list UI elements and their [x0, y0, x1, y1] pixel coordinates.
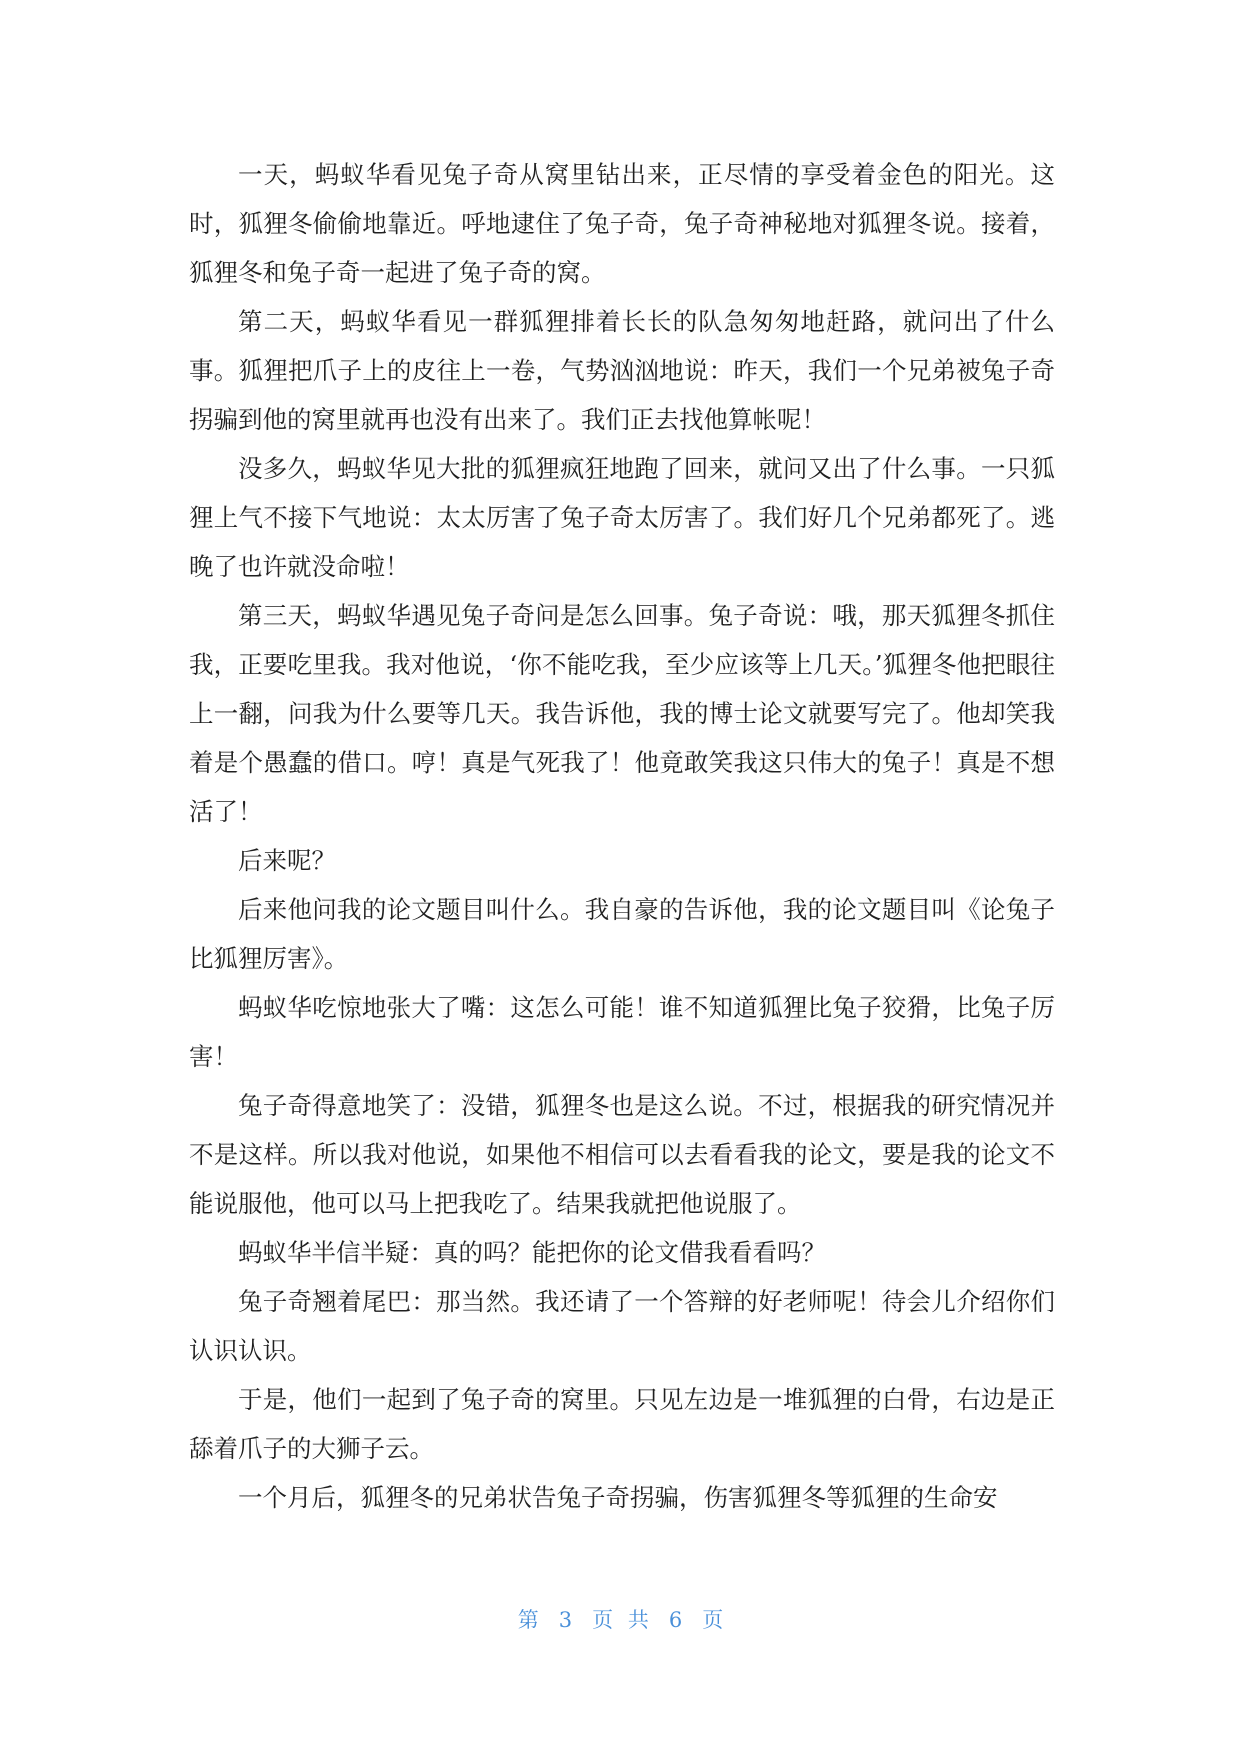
paragraph: 第三天，蚂蚁华遇见兔子奇问是怎么回事。兔子奇说：哦，那天狐狸冬抓住我，正要吃里我。我对他说，‘你不能吃我，至少应该等上几天。’狐狸冬他把眼往上一翻，问我为什么要等几天。我告诉他，我的博士论文就要写完了。他却笑我着是个愚蠢的借口。哼！真是气死我了！他竟敢笑我这只伟大的兔子！真是不想活了！	[189, 601, 1055, 826]
paragraph: 后来呢？	[238, 846, 336, 875]
paragraph: 兔子奇翘着尾巴：那当然。我还请了一个答辩的好老师呢！待会儿介绍你们认识认识。	[189, 1287, 1055, 1365]
paragraph: 于是，他们一起到了兔子奇的窝里。只见左边是一堆狐狸的白骨，右边是正舔着爪子的大狮子云。	[189, 1385, 1055, 1463]
footer-prefix: 第	[517, 1608, 539, 1632]
total-pages-number: 6	[668, 1608, 683, 1632]
document-body	[189, 150, 1055, 1522]
paragraph: 第二天，蚂蚁华看见一群狐狸排着长长的队急匆匆地赶路，就问出了什么事。狐狸把爪子上的皮往上一卷，气势汹汹地说：昨天，我们一个兄弟被兔子奇拐骗到他的窝里就再也没有出来了。我们正去找他算帐呢！	[189, 307, 1055, 434]
paragraph: 兔子奇得意地笑了：没错，狐狸冬也是这么说。不过，根据我的研究情况并不是这样。所以我对他说，如果他不相信可以去看看我的论文，要是我的论文不能说服他，他可以马上把我吃了。结果我就把他说服了。	[189, 1091, 1055, 1218]
paragraph: 没多久，蚂蚁华见大批的狐狸疯狂地跑了回来，就问又出了什么事。一只狐狸上气不接下气地说：太太厉害了兔子奇太厉害了。我们好几个兄弟都死了。逃晚了也许就没命啦！	[189, 454, 1055, 581]
footer-middle: 页共	[592, 1608, 664, 1632]
paragraph: 蚂蚁华吃惊地张大了嘴：这怎么可能！谁不知道狐狸比兔子狡猾，比兔子厉害！	[189, 993, 1055, 1071]
current-page-number: 3	[558, 1608, 573, 1632]
paragraph: 蚂蚁华半信半疑：真的吗？能把你的论文借我看看吗？	[238, 1238, 826, 1267]
footer-suffix: 页	[702, 1608, 724, 1632]
paragraph: 后来他问我的论文题目叫什么。我自豪的告诉他，我的论文题目叫《论兔子比狐狸厉害》。	[189, 895, 1055, 973]
page-number-footer	[0, 1604, 1241, 1634]
paragraph: 一天，蚂蚁华看见兔子奇从窝里钻出来，正尽情的享受着金色的阳光。这时，狐狸冬偷偷地靠近。呼地逮住了兔子奇，兔子奇神秘地对狐狸冬说。接着，狐狸冬和兔子奇一起进了兔子奇的窝。	[189, 160, 1055, 287]
paragraph: 一个月后，狐狸冬的兄弟状告兔子奇拐骗，伤害狐狸冬等狐狸的生命安	[238, 1483, 998, 1512]
